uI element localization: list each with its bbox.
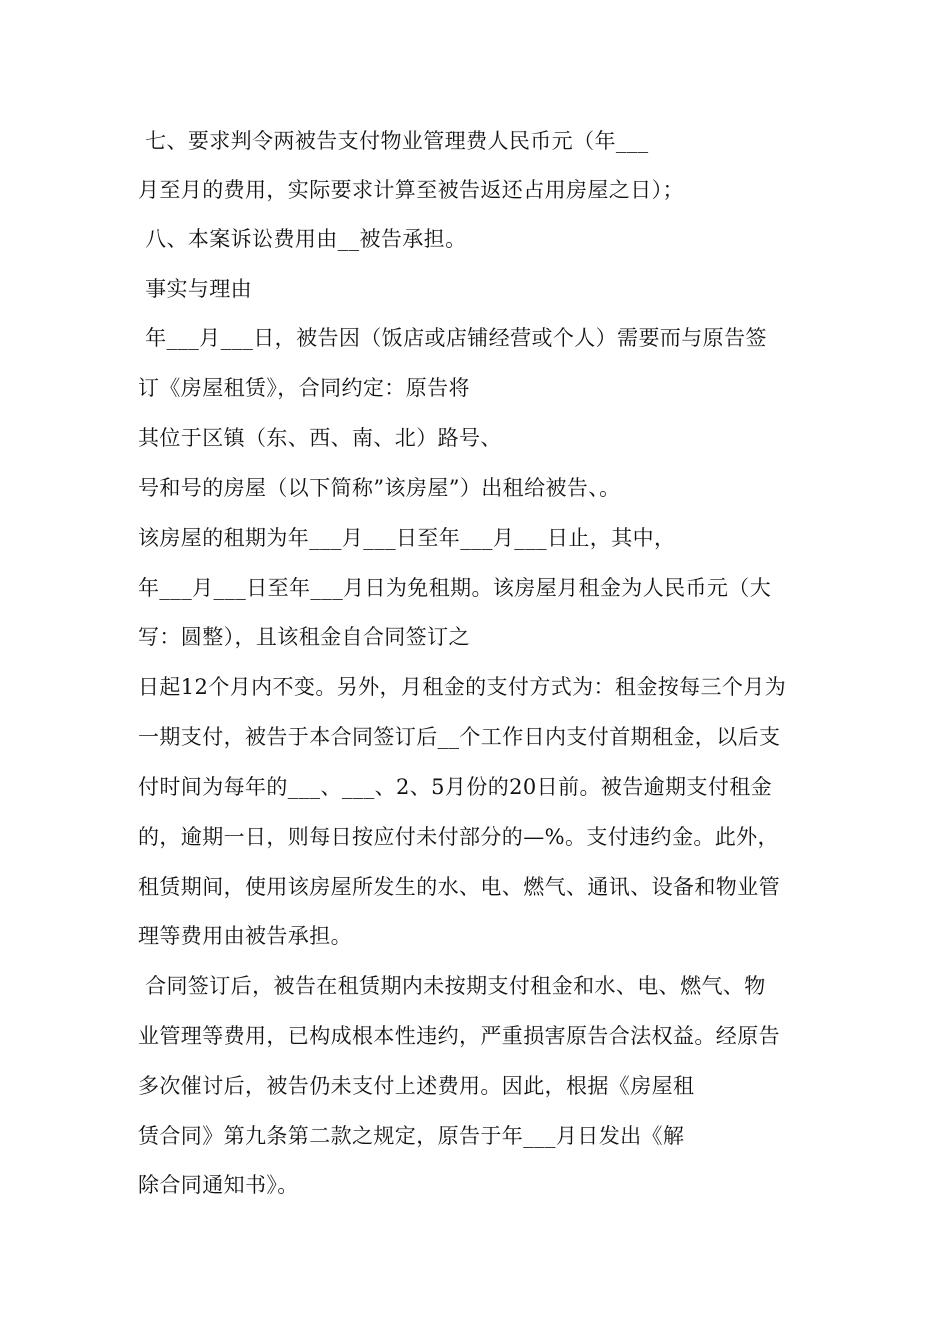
text-line: 租赁期间，使用该房屋所发生的水、电、燃气、通讯、设备和物业管 xyxy=(138,875,780,899)
text-line: 年___月___日，被告因（饭店或店铺经营或个人）需要而与原告签 xyxy=(138,326,767,350)
text-line: 月至月的费用，实际要求计算至被告返还占用房屋之日）； xyxy=(138,178,684,202)
text-line: 该房屋的租期为年___月___日至年___月___日止，其中， xyxy=(138,526,676,550)
text-line: 号和号的房屋（以下简称”该房屋”）出租给被告、。 xyxy=(138,476,621,500)
text-line: 的，逾期一日，则每日按应付未付部分的—%。支付违约金。此外， xyxy=(138,825,779,849)
text-line: 合同签订后，被告在租赁期内未按期支付租金和水、电、燃气、物 xyxy=(138,974,766,998)
text-line: 年___月___日至年___月日为免租期。该房屋月租金为人民币元（大 xyxy=(138,576,772,600)
text-line: 除合同通知书》。 xyxy=(138,1173,299,1197)
text-line: 订《房屋租赁》，合同约定：原告将 xyxy=(138,376,470,400)
text-line: 八、本案诉讼费用由__被告承担。 xyxy=(138,227,467,251)
text-line: 业管理等费用，已构成根本性违约，严重损害原告合法权益。经原告 xyxy=(138,1024,780,1048)
text-line: 付时间为每年的___、___、2、5月份的20日前。被告逾期支付租金 xyxy=(138,775,773,799)
section-heading: 事实与理由 xyxy=(138,277,253,301)
text-line: 七、要求判令两被告支付物业管理费人民币元（年___ xyxy=(138,129,649,153)
text-line: 日起12个月内不变。另外，月租金的支付方式为：租金按每三个月为 xyxy=(138,675,787,699)
text-line: 写：圆整），且该租金自合同签订之 xyxy=(138,625,470,649)
text-line: 赁合同》第九条第二款之规定，原告于年___月日发出《解 xyxy=(138,1124,685,1148)
text-line: 理等费用由被告承担。 xyxy=(138,924,352,948)
text-line: 其位于区镇（东、西、南、北）路号、 xyxy=(138,426,502,450)
text-line: 一期支付，被告于本合同签订后__个工作日内支付首期租金，以后支 xyxy=(138,725,781,749)
text-line: 多次催讨后，被告仍未支付上述费用。因此，根据《房屋租 xyxy=(138,1074,695,1098)
